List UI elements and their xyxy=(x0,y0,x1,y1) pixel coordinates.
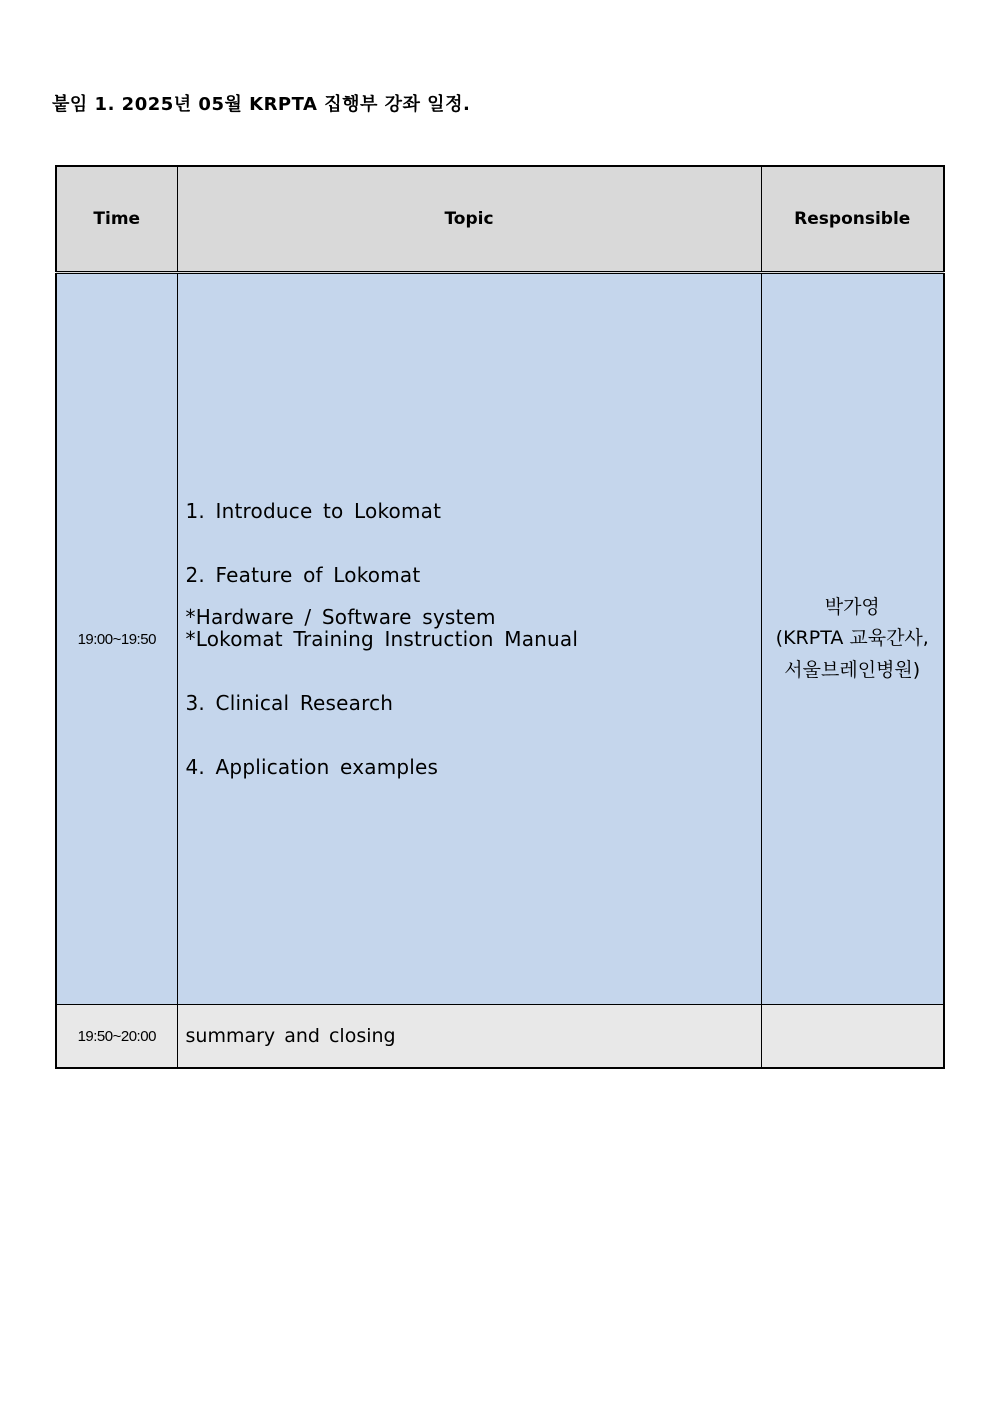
schedule-table xyxy=(55,165,945,1069)
responsible-cell xyxy=(761,273,944,1005)
header-topic: Topic xyxy=(177,166,761,273)
topic-item: 4. Application examples xyxy=(185,755,439,779)
topic-sub-item: *Lokomat Training Instruction Manual xyxy=(185,627,579,651)
document-title: 붙임 1. 2025년 05월 KRPTA 집행부 강좌 일정. xyxy=(52,94,471,115)
table-row xyxy=(56,273,944,1005)
time-cell: 19:50~20:00 xyxy=(56,1005,177,1069)
topic-item: 2. Feature of Lokomat xyxy=(185,563,421,587)
topic-sub-item: *Hardware / Software system xyxy=(185,605,496,629)
topic-cell: summary and closing xyxy=(177,1005,761,1069)
responsible-name: 박가영 xyxy=(824,595,880,618)
topic-item: 3. Clinical Research xyxy=(185,691,394,715)
responsible-cell xyxy=(761,1005,944,1069)
topic-item: 1. Introduce to Lokomat xyxy=(185,499,442,523)
header-time: Time xyxy=(56,166,177,273)
responsible-affiliation: 서울브레인병원) xyxy=(784,658,921,681)
responsible-role: (KRPTA 교육간사, xyxy=(775,627,929,650)
header-responsible: Responsible xyxy=(761,166,944,273)
time-cell: 19:00~19:50 xyxy=(56,273,177,1005)
topic-cell xyxy=(177,273,761,1005)
table-header-row xyxy=(56,166,944,273)
table-row xyxy=(56,1005,944,1069)
